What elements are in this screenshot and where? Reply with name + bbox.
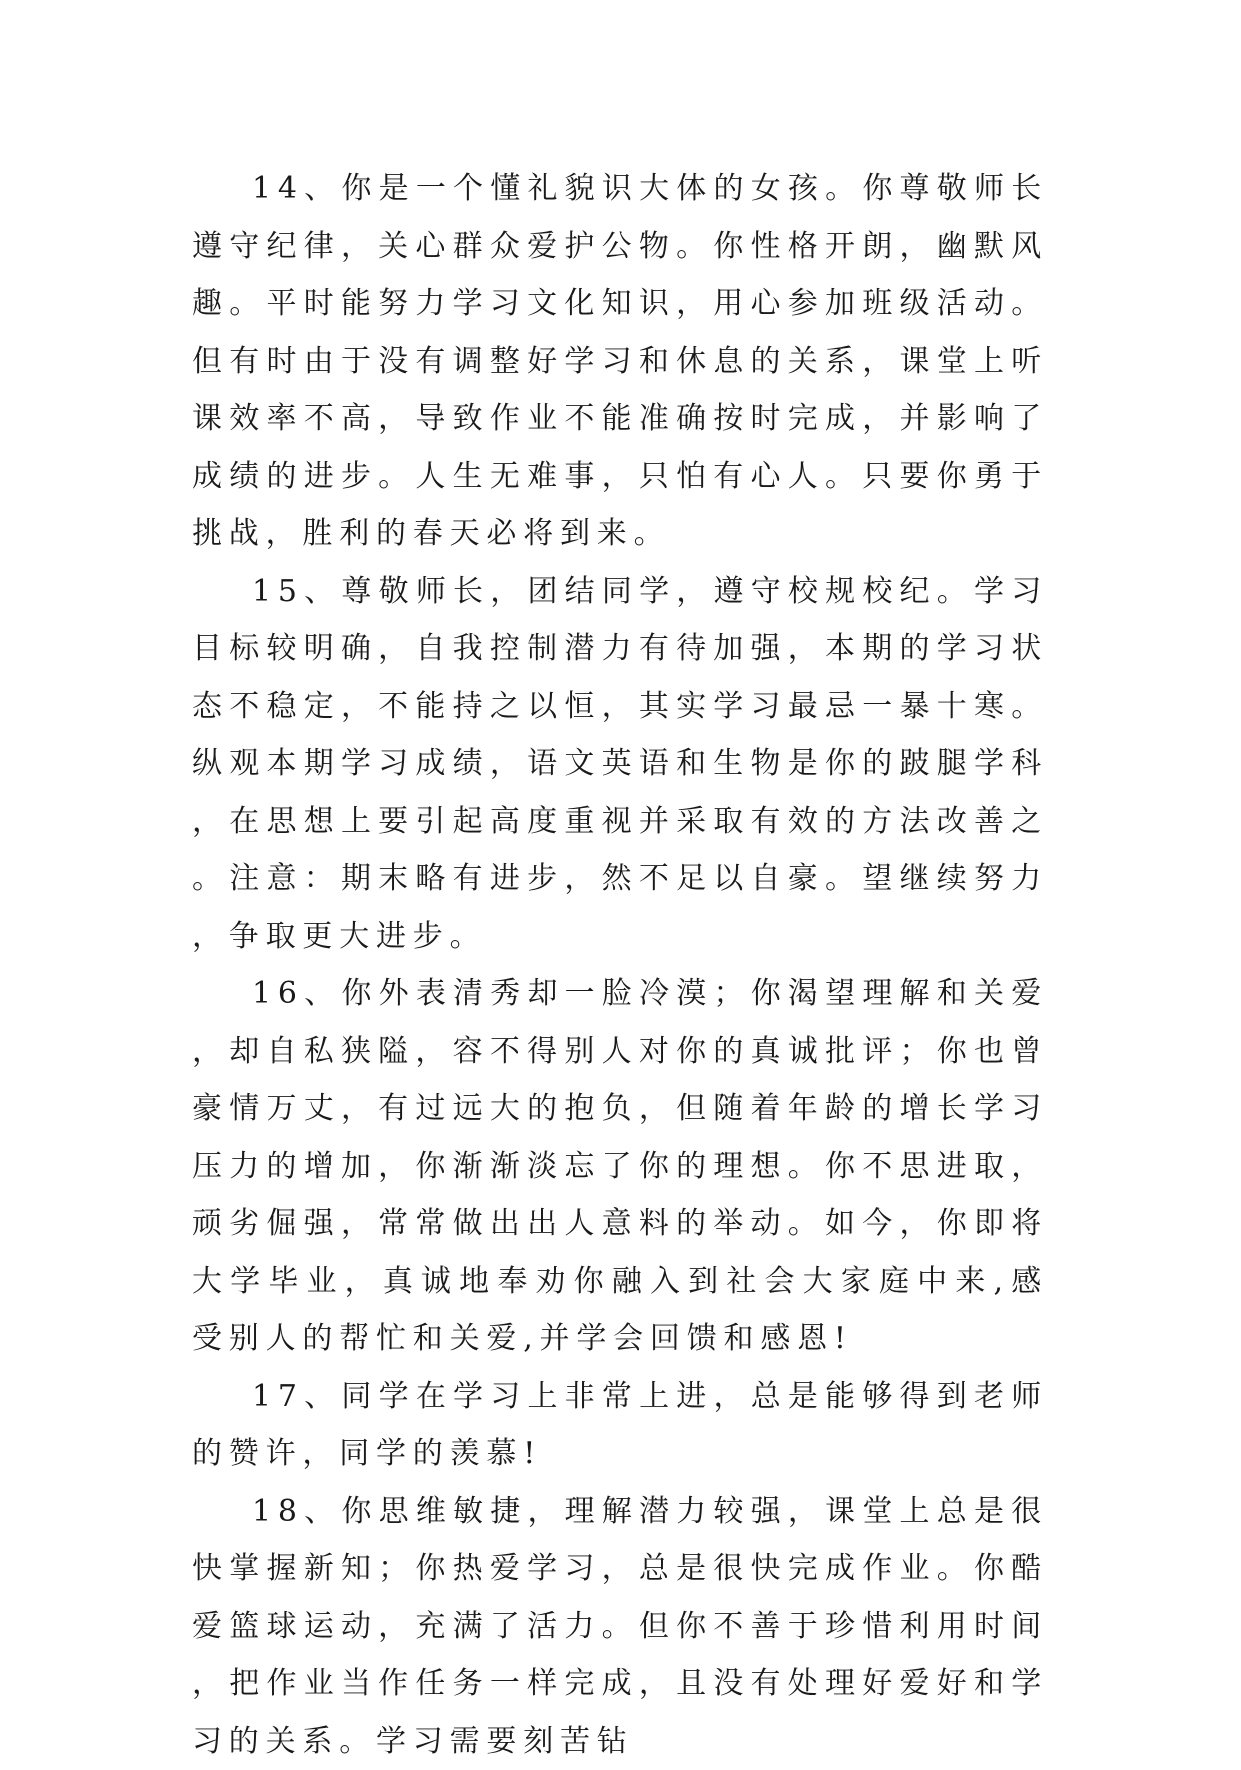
paragraph-17: 17、同学在学习上非常上进，总是能够得到老师的赞许，同学的羡慕! xyxy=(192,1368,1048,1483)
paragraph-16: 16、你外表清秀却一脸冷漠；你渴望理解和关爱，却自私狭隘，容不得别人对你的真诚批评；你也曾豪情万丈，有过远大的抱负，但随着年龄的增长学习压力的增加，你渐渐淡忘了你的理想。你不思进取，顽劣倔强，常常做出出人意料的举动。如今，你即将大学毕业，真诚地奉劝你融入到社会大家庭中来,感受别人的帮忙和关爱,并学会回馈和感恩! xyxy=(192,965,1048,1368)
paragraph-15: 15、尊敬师长，团结同学，遵守校规校纪。学习目标较明确，自我控制潜力有待加强，本期的学习状态不稳定，不能持之以恒，其实学习最忌一暴十寒。纵观本期学习成绩，语文英语和生物是你的跛腿学科，在思想上要引起高度重视并采取有效的方法改善之。注意：期末略有进步，然不足以自豪。望继续努力，争取更大进步。 xyxy=(192,563,1048,966)
paragraph-18: 18、你思维敏捷，理解潜力较强，课堂上总是很快掌握新知；你热爱学习，总是很快完成作业。你酷爱篮球运动，充满了活力。但你不善于珍惜利用时间，把作业当作任务一样完成，且没有处理好爱好和学习的关系。学习需要刻苦钻 xyxy=(192,1483,1048,1770)
document-body xyxy=(192,160,1048,1770)
paragraph-14: 14、你是一个懂礼貌识大体的女孩。你尊敬师长遵守纪律，关心群众爱护公物。你性格开朗，幽默风趣。平时能努力学习文化知识，用心参加班级活动。但有时由于没有调整好学习和休息的关系，课堂上听课效率不高，导致作业不能准确按时完成，并影响了成绩的进步。人生无难事，只怕有心人。只要你勇于挑战，胜利的春天必将到来。 xyxy=(192,160,1048,563)
